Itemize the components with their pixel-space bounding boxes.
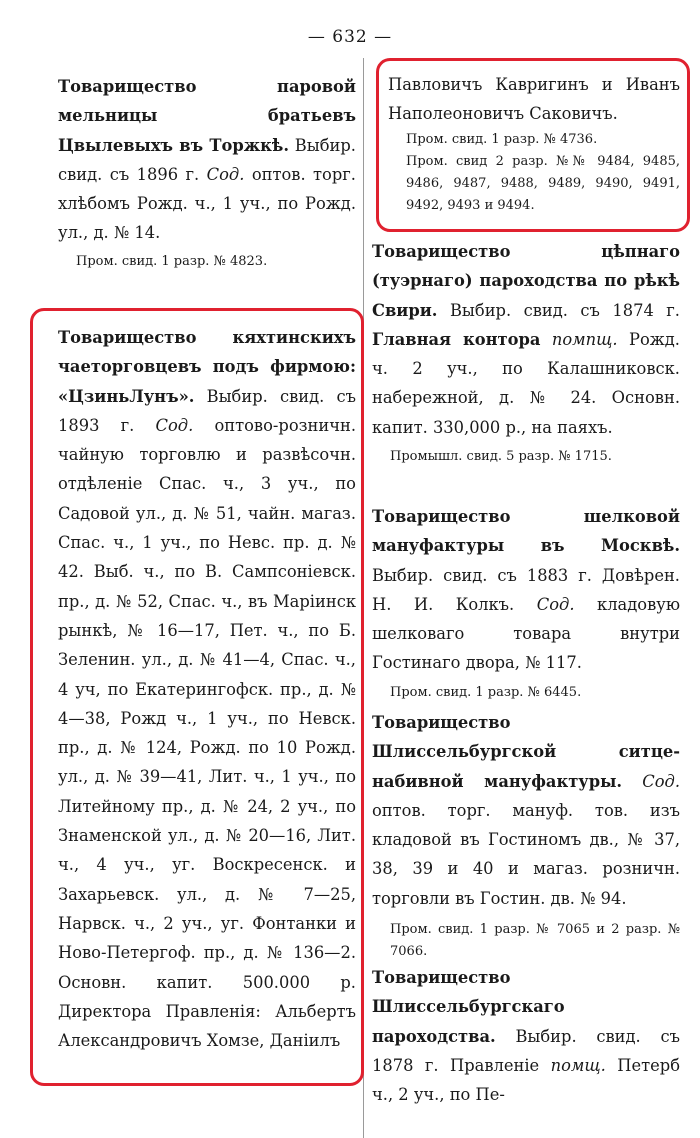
entry-sod: Сод.	[206, 164, 245, 184]
entry-license-1: Пром. свид. 1 разр. № 4736.	[406, 131, 598, 147]
entry-title: Товарищество цѣпнаго (туэрнаго) пароходства по рѣкѣ Свири.	[372, 242, 680, 320]
entry-license: Пром. свид. 1 разр. № 4823.	[76, 253, 268, 269]
entry-text	[372, 502, 680, 678]
left-entry-1	[58, 72, 356, 273]
entry-body: Павловичъ Кавригинъ и Иванъ Наполеоновичъ Саковичъ.	[388, 75, 680, 124]
entry-pomp: помщ.	[550, 1055, 606, 1075]
entry-sod: Сод.	[642, 771, 680, 791]
page-number: — 632 —	[307, 27, 393, 47]
entry-body: оптов. торг. хлѣбомъ Рожд. ч., 1 уч., по Рожд. ул., д. № 14.	[58, 164, 356, 243]
entry-license: Промышл. свид. 5 разр. № 1715.	[390, 449, 612, 465]
entry-license: Пром. свид. 1 разр. № 7065 и 2 разр. № 7066.	[390, 922, 680, 960]
entry-body: Рожд. ч. 2 уч., по Калашниковск. набережной, д. № 24. Основн. капит. 330,000 р., на паяхъ.	[372, 329, 680, 437]
entry-sod: Сод.	[155, 415, 194, 435]
entry-pomp: помпщ.	[551, 329, 618, 349]
entry-body: оптов. торг. мануф. тов. изъ кладовой въ Гостиномъ дв., № 37, 38, 39 и 40 и магаз. розничн. торговли въ Гостин. дв. № 94.	[372, 800, 680, 908]
entry-title: Товарищество Шлиссельбургскаго пароходства.	[372, 968, 565, 1046]
entry-text	[372, 708, 680, 913]
entry-text	[372, 963, 680, 1109]
entry-intro: Выбир. свид. съ 1878 г. Правленіе	[372, 1026, 680, 1075]
entry-body: Петерб ч., 2 уч., по Пе-	[372, 1055, 680, 1105]
entry-body: оптово-розничн. чайную торговлю и развѣсочн. отдѣленіе Спас. ч., 3 уч., по Садовой ул., д. № 51, чайн. магаз. Спас. ч., 1 уч., по Невс. пр. д. № 42. Выб. ч., по В. Сампсоніевск. пр., д. № 52, Спас. ч., въ Маріинск рынкѣ, № 16—17, Пет. ч., по Б. Зеленин. ул., д. № 41—4, Спас. ч., 4 уч, по Екатерингофск. пр., д. № 4—38, Рожд ч., 1 уч., по Невск. пр., д. № 124, Рожд. по 10 Рожд. ул., д. № 39—41, Лит. ч., 1 уч., по Литейному пр., д. № 24, 2 уч., по Знаменской ул., д. № 20—16, Лит. ч., 4 уч., уг. Воскресенск. и Захарьевск. ул., д. № 7—25, Нарвск. ч., 2 уч., уг. Фонтанки и Ново-Петергоф. пр., д. № 136—2. Основн. капит. 500.000 р. Директора Правленія: Альбертъ Александровичъ Хомзе, Даніилъ	[58, 415, 356, 1051]
entry-title: Товарищество шелковой мануфактуры въ Москвѣ.	[372, 507, 680, 556]
right-entry-3	[372, 708, 680, 963]
entry-text	[58, 72, 356, 248]
right-entry-2	[372, 502, 680, 704]
entry-title: Товарищество паровой мельницы братьевъ Цвылевыхъ въ Торжкѣ.	[58, 77, 356, 155]
highlight-box-left	[30, 308, 364, 1086]
entry-intro: Выбир. свид. съ 1893 г.	[58, 386, 356, 435]
right-entry-1	[372, 237, 680, 468]
entry-title: Товарищество кяхтинскихъ чаеторговцевъ подъ фирмою: «ЦзиньЛунъ».	[58, 328, 356, 406]
entry-sod: Сод.	[536, 594, 575, 614]
entry-head: Главная контора	[372, 329, 541, 349]
right-entry-4	[372, 963, 680, 1109]
entry-title: Товарищество Шлиссельбургской ситце-набивной мануфактуры.	[372, 713, 680, 791]
entry-license-2: Пром. свид 2 разр. №№ 9484, 9485, 9486, 9487, 9488, 9489, 9490, 9491, 9492, 9493 и 9494.	[406, 153, 680, 213]
entry-intro: Выбир. свид. съ 1896 г.	[58, 135, 356, 184]
entry-text	[372, 237, 680, 442]
entry-license: Пром. свид. 1 разр. № 6445.	[390, 684, 582, 700]
entry-intro: Выбир. свид. съ 1883 г. Довѣрен. Н. И. Колкъ.	[372, 565, 680, 614]
entry-intro: Выбир. свид. съ 1874 г.	[449, 300, 680, 320]
entry-body: кладовую шелковаго товара внутри Гостинаго двора, № 117.	[372, 594, 680, 673]
highlight-box-right	[376, 58, 690, 232]
